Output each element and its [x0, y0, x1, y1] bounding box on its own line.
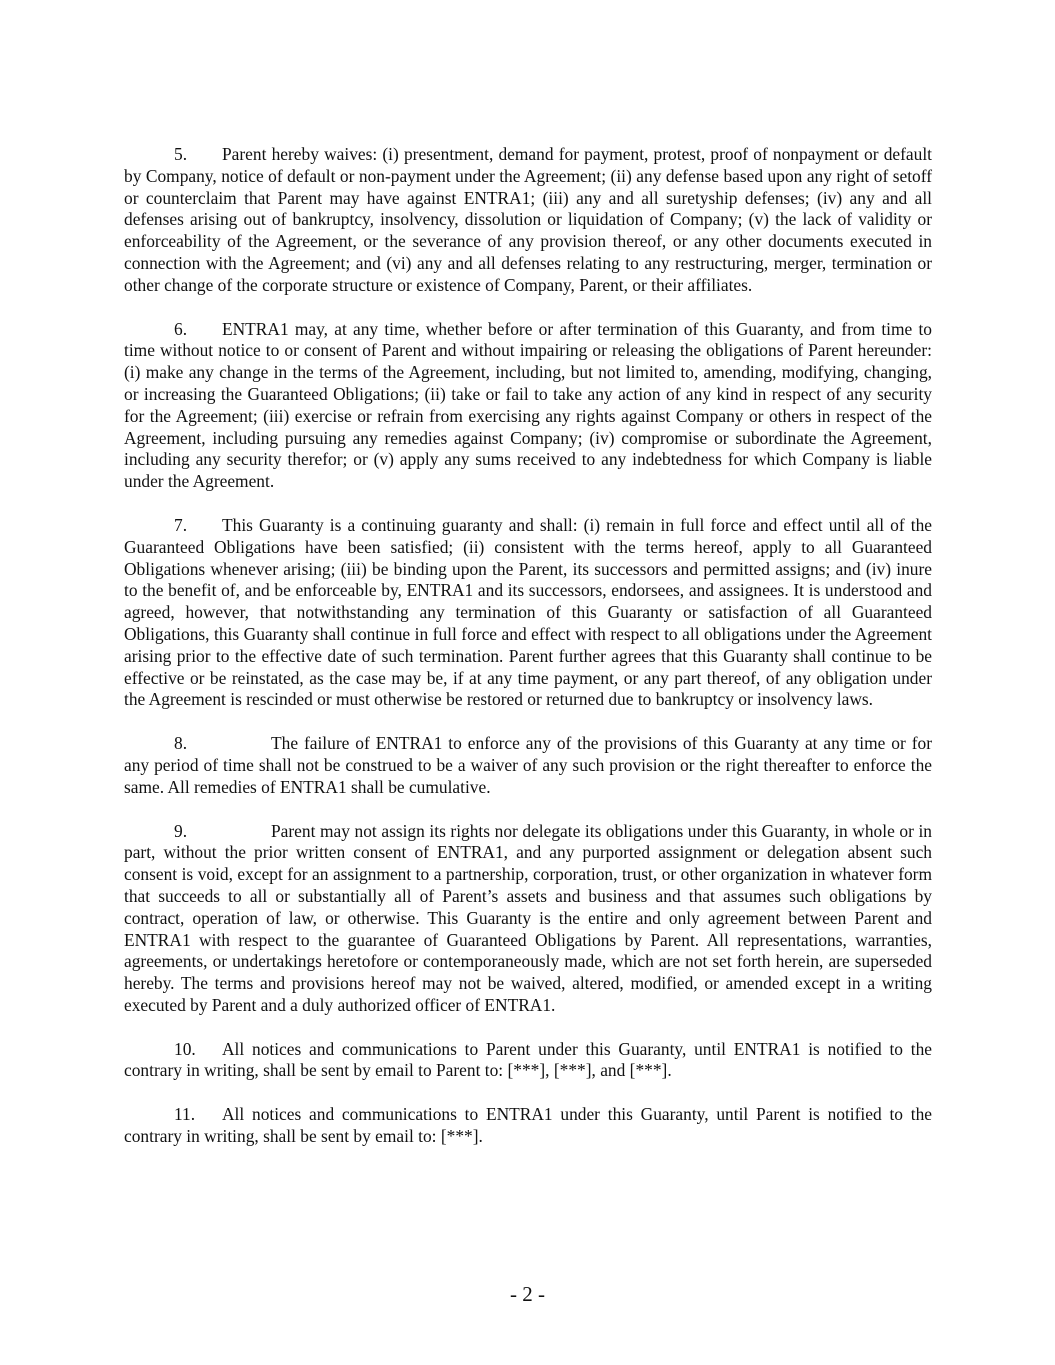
page-number: - 2 - — [510, 1282, 545, 1306]
paragraph-number: 8. — [174, 733, 188, 754]
paragraph-8 — [124, 733, 932, 798]
paragraph-number: 9. — [174, 820, 188, 841]
paragraph-6 — [124, 319, 932, 493]
paragraph-11 — [124, 1104, 932, 1148]
paragraph-9 — [124, 821, 932, 1017]
paragraph-text: Parent hereby waives: (i) presentment, demand for payment, protest, proof of nonpayment or default by Company, notice of default or non-payment under the Agreement; (ii) any defense based upon any right of setoff or counterclaim that Parent may have against ENTRA1; (iii) any and all suretyship defenses; (iv) any and all defenses arising out of bankruptcy, insolvency, dissolution or liquidation of Company; (v) the lack of validity or enforceability of the Agreement, or the severance of any provision thereof, or any other documents executed in connection with the Agreement; and (vi) any and all defenses relating to any restructuring, merger, termination or other change of the corporate structure or existence of Company, Parent, or their affiliates. — [124, 144, 932, 295]
paragraph-text: The failure of ENTRA1 to enforce any of the provisions of this Guaranty at any time or for any period of time shall not be construed to be a waiver of any such provision or the right thereafter to enforce the same. All remedies of ENTRA1 shall be cumulative. — [124, 733, 932, 797]
paragraph-text: This Guaranty is a continuing guaranty and shall: (i) remain in full force and effect until all of the Guaranteed Obligations have been satisfied; (ii) consistent with the terms hereof, apply to all Guaranteed Obligations whenever arising; (iii) be binding upon the Parent, its successors and permitted assigns; and (iv) inure to the benefit of, and be enforceable by, ENTRA1 and its successors, endorsees, and assignees. It is understood and agreed, however, that notwithstanding any termination of this Guaranty or satisfaction of all Guaranteed Obligations, this Guaranty shall continue in full force and effect with respect to all obligations under the Agreement arising prior to the effective date of such termination. Parent further agrees that this Guaranty shall continue to be effective or be reinstated, as the case may be, if at any time payment, or any part thereof, of any obligation under the Agreement is rescinded or must otherwise be restored or returned due to bankruptcy or insolvency laws. — [124, 514, 932, 710]
paragraph-text: All notices and communications to Parent under this Guaranty, until ENTRA1 is notified to the contrary in writing, shall be sent by email to Parent to: [***], [***], and [***]. — [124, 1038, 932, 1081]
paragraph-7 — [124, 515, 932, 711]
paragraph-text: All notices and communications to ENTRA1 under this Guaranty, until Parent is notified to the contrary in writing, shall be sent by email to: [***]. — [124, 1104, 932, 1147]
paragraph-number: 10. — [174, 1038, 196, 1059]
paragraph-number: 5. — [174, 144, 188, 164]
document-page — [124, 144, 932, 1170]
paragraph-number: 7. — [174, 514, 188, 535]
paragraph-text: Parent may not assign its rights nor delegate its obligations under this Guaranty, in whole or in part, without the prior written consent of ENTRA1, and any purported assignment or delegation absent such consent is void, except for an assignment to a partnership, corporation, trust, or other organization in whatever form that succeeds to all or substantially all of Parent’s assets and business and that assumes such obligations by contract, operation of law, or otherwise. This Guaranty is the entire and only agreement between Parent and ENTRA1 with respect to the guarantee of Guaranteed Obligations by Parent. All representations, warranties, agreements, or undertakings heretofore or contemporaneously made, which are not set forth herein, are superseded hereby. The terms and provisions hereof may not be waived, altered, modified, or amended except in a writing executed by Parent and a duly authorized officer of ENTRA1. — [124, 820, 932, 1015]
paragraph-5 — [124, 144, 932, 297]
paragraph-number: 11. — [174, 1104, 196, 1125]
paragraph-number: 6. — [174, 318, 188, 339]
paragraph-10 — [124, 1039, 932, 1083]
paragraph-text: ENTRA1 may, at any time, whether before or after termination of this Guaranty, and from time to time without notice to or consent of Parent and without impairing or releasing the obligations of Parent hereunder: (i) make any change in the terms of the Agreement, including, but not limited to, amending, modifying, changing, or increasing the Guaranteed Obligations; (ii) take or fail to take any action of any kind in respect of any security for the Agreement; (iii) exercise or refrain from exercising any rights against Company or others in respect of the Agreement, including pursuing any remedies against Company; (iv) compromise or subordinate the Agreement, including any security therefor; or (v) apply any sums received to any indebtedness for which Company is liable under the Agreement. — [124, 318, 932, 492]
